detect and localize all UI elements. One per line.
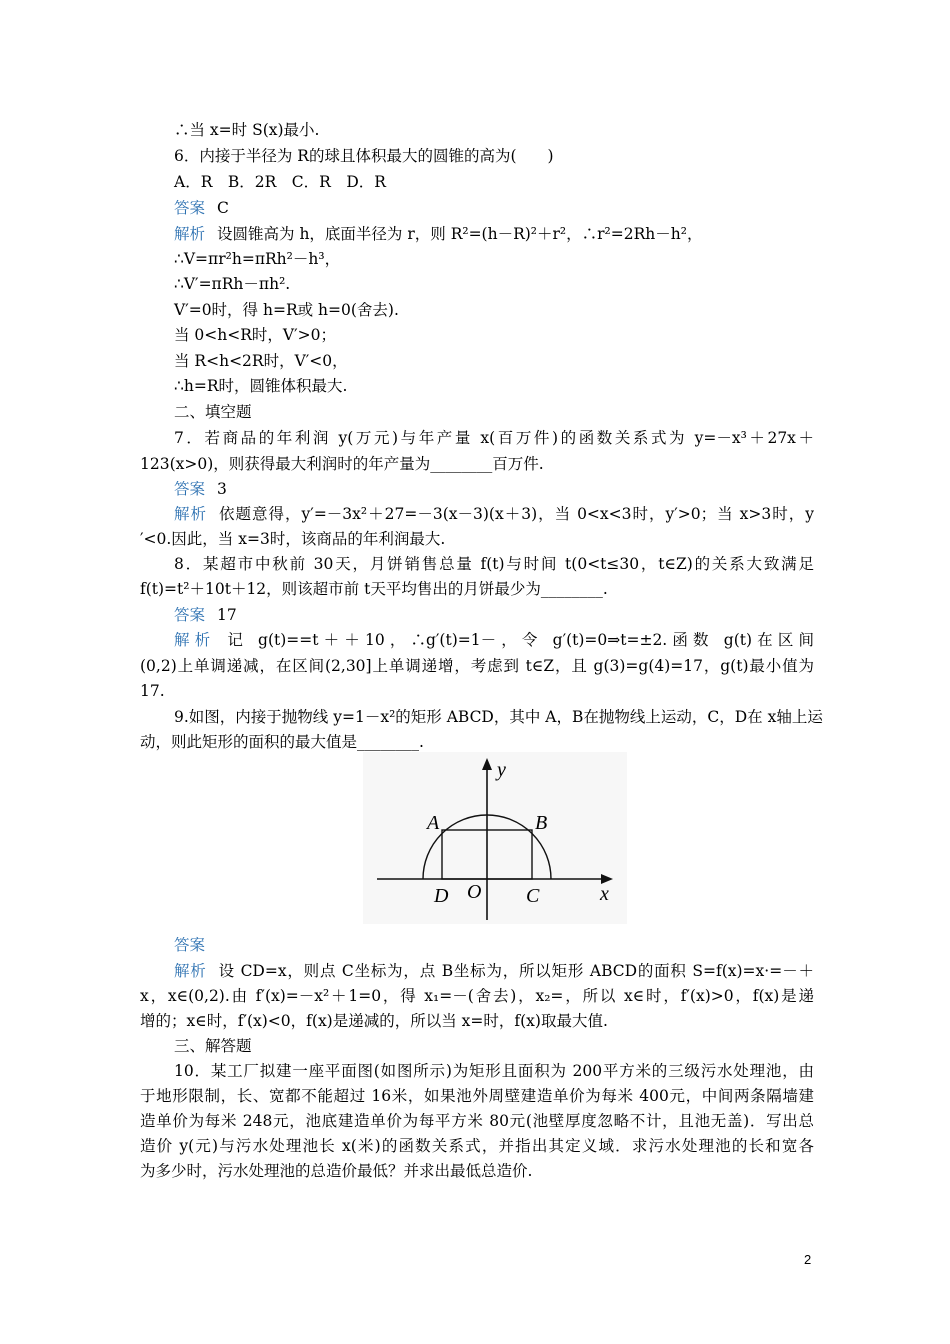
answer-value: 17 (217, 606, 237, 624)
analysis-label: 解析 (174, 631, 216, 649)
analysis-9 (174, 960, 814, 982)
section-heading: 三、解答题 (174, 1037, 252, 1055)
text-line: V′=0时，得 h=R或 h=0(舍去). (174, 301, 399, 319)
text-line: 增的；x∈时，f′(x)<0，f(x)是递减的，所以当 x=时，f(x)取最大值. (140, 1012, 608, 1030)
label-d: D (434, 885, 449, 907)
text-line: 造单价为每米 248元，池底建造单价为每平方米 80元(池壁厚度忽略不计，且池无盖)．写出总 (140, 1112, 814, 1130)
text-line: f(t)=t²＋10t＋12，则该超市前 t天平均售出的月饼最少为________. (140, 580, 608, 598)
text-line: 为多少时，污水处理池的总造价最低？并求出最低总造价. (140, 1162, 533, 1180)
text-line: 当 R<h<2R时，V′<0， (174, 352, 348, 370)
answer-label: 答案 (174, 606, 206, 624)
label-c: C (526, 885, 540, 907)
text-line: ∴V=πr²h=πRh²－h³， (174, 250, 341, 268)
analysis-label: 解析 (174, 962, 207, 980)
text-line: 当 0<h<R时，V′>0； (174, 326, 336, 344)
text-line: 造价 y(元)与污水处理池长 x(米)的函数关系式，并指出其定义域．求污水处理池的长和宽各 (140, 1137, 814, 1155)
analysis-text: 依题意得，y′=－3x²＋27=－3(x－3)(x＋3)，当 0<x<3时，y′>0；当 x>3时，y (219, 505, 814, 523)
question-8: 8．某超市中秋前 30天，月饼销售总量 f(t)与时间 t(0<t≤30，t∈Z)的关系大致满足 (174, 555, 814, 573)
text-line: (0,2)上单调递减，在区间(2,30]上单调递增，考虑到 t∈Z，且 g(3)=g(4)=17，g(t)最小值为 (140, 657, 814, 675)
label-b: B (535, 812, 548, 834)
analysis-6 (174, 223, 702, 245)
answer-value: C (217, 199, 229, 217)
section-heading: 二、填空题 (174, 403, 252, 421)
analysis-text: 设圆锥高为 h，底面半径为 r，则 R²=(h－R)²＋r²，∴r²=2Rh－h²， (217, 225, 703, 243)
text-line: ∴h=R时，圆锥体积最大. (174, 377, 348, 395)
analysis-label: 解析 (174, 225, 206, 243)
text-line: 17. (140, 682, 165, 700)
label-x: x (600, 883, 609, 905)
analysis-text: 记 g(t)==t＋＋10，∴g′(t)=1－，令 g′(t)=0⇒t=±2.函数 g(t)在区间 (227, 631, 814, 649)
label-y: y (497, 759, 506, 781)
page-number: 2 (804, 1252, 812, 1267)
text-line: ′<0.因此，当 x=3时，该商品的年利润最大. (140, 530, 446, 548)
figure-background (363, 752, 627, 924)
analysis-label: 解析 (174, 505, 208, 523)
answer-6 (174, 197, 229, 219)
question-9: 9.如图，内接于抛物线 y=1－x²的矩形 ABCD，其中 A，B在抛物线上运动，C，D在 x轴上运 (174, 708, 823, 726)
answer-label: 答案 (174, 936, 206, 954)
analysis-text: 设 CD=x，则点 C坐标为，点 B坐标为，所以矩形 ABCD的面积 S=f(x)=x·=－＋ (218, 962, 814, 980)
label-a: A (427, 812, 440, 834)
text-line: 于地形限制，长、宽都不能超过 16米，如果池外周壁建造单价为每米 400元，中间两条隔墙建 (140, 1087, 814, 1105)
text-line: ∴V′=πRh－πh². (174, 275, 291, 293)
choices-6: A．R B．2R C．R D．R (174, 173, 386, 191)
parabola-rectangle-figure (363, 752, 627, 924)
analysis-7 (174, 503, 814, 525)
question-6: 6．内接于半径为 R的球且体积最大的圆锥的高为( ) (174, 147, 554, 165)
answer-label: 答案 (174, 480, 206, 498)
question-7: 7．若商品的年利润 y(万元)与年产量 x(百万件)的函数关系式为 y=－x³＋27x＋ (174, 429, 814, 447)
text-line: 动，则此矩形的面积的最大值是________. (140, 733, 424, 751)
answer-value: 3 (217, 480, 227, 498)
question-10: 10．某工厂拟建一座平面图(如图所示)为矩形且面积为 200平方米的三级污水处理池，由 (174, 1062, 814, 1080)
answer-9 (174, 934, 217, 956)
text-line: ∴当 x=时 S(x)最小. (174, 121, 320, 139)
answer-label: 答案 (174, 199, 206, 217)
answer-7 (174, 478, 227, 500)
analysis-8 (174, 629, 814, 651)
label-origin: O (467, 881, 482, 903)
text-line: 123(x>0)，则获得最大利润时的年产量为________百万件. (140, 455, 544, 473)
answer-8 (174, 604, 237, 626)
text-line: x，x∈(0,2).由 f′(x)=－x²＋1=0，得 x₁=－(舍去)，x₂=，所以 x∈时，f′(x)>0，f(x)是递 (140, 987, 814, 1005)
